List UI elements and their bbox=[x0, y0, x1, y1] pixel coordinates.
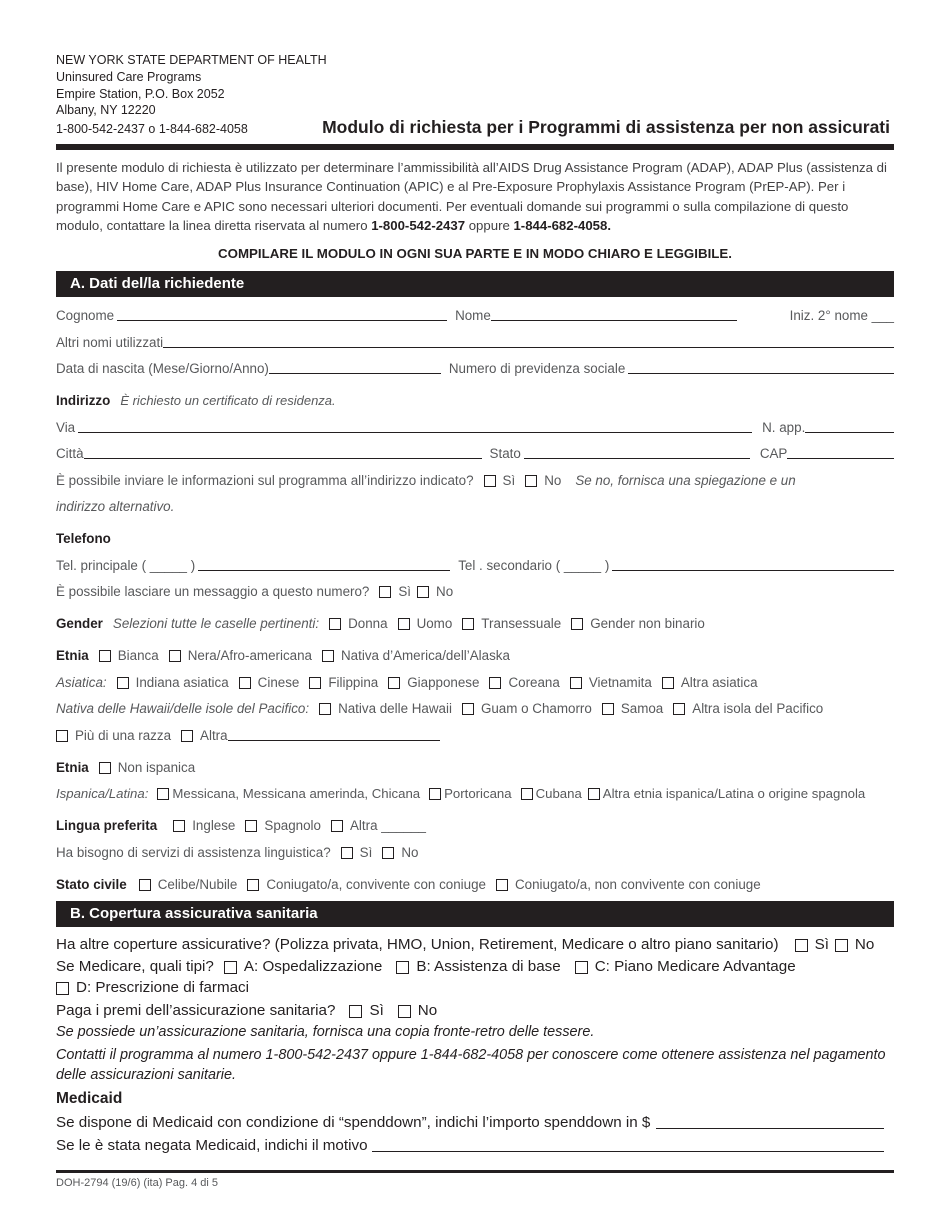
medicare-b-checkbox[interactable] bbox=[396, 961, 409, 974]
medicaid-heading: Medicaid bbox=[56, 1089, 123, 1107]
etnia-nativa-america-checkbox[interactable] bbox=[322, 650, 334, 662]
tel-secondario-field[interactable] bbox=[612, 556, 894, 571]
lingua-altra-checkbox[interactable] bbox=[331, 820, 343, 832]
indirizzo-note: È richiesto un certificato di residenza. bbox=[120, 393, 336, 409]
stato-label: Stato bbox=[489, 446, 521, 462]
invio-note: Se no, fornisca una spiegazione e un bbox=[575, 472, 796, 488]
ispanica-messicana-label: Messicana, Messicana amerinda, Chicana bbox=[172, 786, 421, 802]
asiatica-indiana-label: Indiana asiatica bbox=[135, 674, 229, 690]
assistenza-si-checkbox[interactable] bbox=[341, 847, 353, 859]
header-divider bbox=[56, 144, 894, 150]
piu-razze-checkbox[interactable] bbox=[56, 730, 68, 742]
cap-label: CAP bbox=[759, 446, 788, 462]
ispanica-portoricana-checkbox[interactable] bbox=[429, 788, 441, 800]
section-b-header: B. Copertura assicurativa sanitaria bbox=[56, 901, 894, 927]
asiatica-coreana-checkbox[interactable] bbox=[489, 677, 501, 689]
altre-si-label: Sì bbox=[814, 935, 829, 953]
gender-label: Gender bbox=[56, 616, 103, 632]
altre-coperture-question: Ha altre coperture assicurative? (Polizza privata, HMO, Union, Retirement, Medicare o altro piano sanitario) bbox=[56, 935, 779, 953]
etnia-ispanica-label: Etnia bbox=[56, 759, 89, 775]
lingua-label: Lingua preferita bbox=[56, 818, 158, 834]
ispanica-altra-checkbox[interactable] bbox=[588, 788, 600, 800]
form-page bbox=[56, 52, 894, 1154]
asiatica-giapponese-checkbox[interactable] bbox=[388, 677, 400, 689]
section-a-header: A. Dati del/la richiedente bbox=[56, 271, 894, 297]
altra-razza-checkbox[interactable] bbox=[181, 730, 193, 742]
header-phones: 1-800-542-2437 o 1-844-682-4058 bbox=[56, 122, 248, 137]
nome-field[interactable] bbox=[491, 306, 737, 321]
assistenza-si-label: Sì bbox=[359, 844, 373, 860]
civile-convivente-checkbox[interactable] bbox=[247, 879, 259, 891]
premi-no-label: No bbox=[417, 1001, 438, 1019]
ispanica-altra-label: Altra etnia ispanica/Latina o origine spagnola bbox=[602, 786, 866, 802]
asiatica-indiana-checkbox[interactable] bbox=[117, 677, 129, 689]
etnia-nativa-america-label: Nativa d’America/dell’Alaska bbox=[341, 648, 510, 664]
pacifico-hawaii-checkbox[interactable] bbox=[319, 703, 331, 715]
fill-notice: COMPILARE IL MODULO IN OGNI SUA PARTE E IN MODO CHIARO E LEGGIBILE. bbox=[218, 245, 732, 261]
assistenza-linguistica-question: Ha bisogno di servizi di assistenza linguistica? bbox=[56, 844, 331, 860]
spenddown-label: Se dispone di Medicaid con condizione di “spenddown”, indichi l’importo spenddown in $ bbox=[56, 1114, 651, 1132]
intro-phone-2: 1-844-682-4058. bbox=[513, 218, 611, 234]
medicaid-negata-label: Se le è stata negata Medicaid, indichi il motivo bbox=[56, 1136, 368, 1154]
piu-razze-label: Più di una razza bbox=[75, 727, 172, 743]
etnia-nera-label: Nera/Afro-americana bbox=[187, 648, 312, 664]
civile-non-convivente-label: Coniugato/a, non convivente con coniuge bbox=[514, 876, 761, 892]
tel-secondario-label: Tel . secondario ( _____ ) bbox=[458, 557, 610, 573]
nascita-field[interactable] bbox=[269, 359, 441, 374]
via-label: Via bbox=[56, 419, 76, 435]
citta-label: Città bbox=[56, 446, 84, 462]
cognome-field[interactable] bbox=[117, 306, 447, 321]
civile-celibe-checkbox[interactable] bbox=[139, 879, 151, 891]
medicaid-negata-field[interactable] bbox=[372, 1137, 884, 1152]
pacifico-guam-label: Guam o Chamorro bbox=[480, 701, 592, 717]
etnia-bianca-label: Bianca bbox=[117, 648, 159, 664]
messaggio-question: È possibile lasciare un messaggio a questo numero? bbox=[56, 584, 370, 600]
ispanica-cubana-label: Cubana bbox=[535, 786, 582, 802]
stato-field[interactable] bbox=[524, 444, 750, 459]
header-block bbox=[56, 52, 894, 138]
cap-field[interactable] bbox=[787, 444, 894, 459]
pacifico-altra-label: Altra isola del Pacifico bbox=[692, 701, 824, 717]
nome-label: Nome bbox=[455, 308, 491, 324]
pacifico-altra-checkbox[interactable] bbox=[673, 703, 685, 715]
gender-transessuale-checkbox[interactable] bbox=[462, 618, 474, 630]
premi-si-checkbox[interactable] bbox=[349, 1005, 362, 1018]
invio-question: È possibile inviare le informazioni sul programma all’indirizzo indicato? bbox=[56, 472, 474, 488]
app-field[interactable] bbox=[805, 418, 894, 433]
messaggio-si-label: Sì bbox=[398, 584, 412, 600]
gender-uomo-checkbox[interactable] bbox=[398, 618, 410, 630]
assistenza-no-label: No bbox=[401, 844, 419, 860]
form-title: Modulo di richiesta per i Programmi di assistenza per non assicurati bbox=[322, 117, 890, 138]
agency-name: NEW YORK STATE DEPARTMENT OF HEALTH bbox=[56, 53, 327, 67]
ispanica-portoricana-label: Portoricana bbox=[444, 786, 512, 802]
tel-principale-label: Tel. principale ( _____ ) bbox=[56, 557, 196, 573]
lingua-inglese-checkbox[interactable] bbox=[173, 820, 185, 832]
asiatica-giapponese-label: Giapponese bbox=[407, 674, 480, 690]
asiatica-filippina-checkbox[interactable] bbox=[309, 677, 321, 689]
city-line: Albany, NY 12220 bbox=[56, 103, 156, 118]
spenddown-field[interactable] bbox=[656, 1114, 884, 1129]
telefono-label: Telefono bbox=[56, 531, 111, 547]
altra-razza-field[interactable] bbox=[228, 726, 440, 741]
asiatica-cinese-checkbox[interactable] bbox=[239, 677, 251, 689]
non-ispanica-label: Non ispanica bbox=[117, 759, 196, 775]
asiatica-vietnamita-label: Vietnamita bbox=[588, 674, 652, 690]
ssn-label: Numero di previdenza sociale bbox=[448, 361, 626, 377]
ispanica-messicana-checkbox[interactable] bbox=[157, 788, 169, 800]
assistenza-no-checkbox[interactable] bbox=[382, 847, 394, 859]
etnia-label: Etnia bbox=[56, 648, 89, 664]
via-field[interactable] bbox=[78, 418, 752, 433]
invio-note-cont: indirizzo alternativo. bbox=[56, 499, 175, 515]
messaggio-no-label: No bbox=[436, 584, 454, 600]
invio-no-label: No bbox=[544, 472, 562, 488]
gender-donna-checkbox[interactable] bbox=[329, 618, 341, 630]
medicare-c-label: C: Piano Medicare Advantage bbox=[594, 958, 796, 976]
invio-no-checkbox[interactable] bbox=[525, 475, 537, 487]
nascita-label: Data di nascita (Mese/Giorno/Anno) bbox=[56, 361, 269, 377]
gender-uomo-label: Uomo bbox=[416, 616, 453, 632]
messaggio-si-checkbox[interactable] bbox=[379, 586, 391, 598]
asiatica-coreana-label: Coreana bbox=[508, 674, 560, 690]
altre-no-checkbox[interactable] bbox=[835, 939, 848, 952]
medicare-b-label: B: Assistenza di base bbox=[416, 958, 561, 976]
gender-nonbinario-checkbox[interactable] bbox=[571, 618, 583, 630]
ispanica-label: Ispanica/Latina: bbox=[56, 786, 149, 802]
premi-no-checkbox[interactable] bbox=[398, 1005, 411, 1018]
pacifico-hawaii-label: Nativa delle Hawaii bbox=[338, 701, 452, 717]
asiatica-altra-checkbox[interactable] bbox=[662, 677, 674, 689]
gender-note: Selezioni tutte le caselle pertinenti: bbox=[112, 616, 320, 632]
copia-tessere-note: Se possiede un’assicurazione sanitaria, fornisca una copia fronte-retro delle tessere. bbox=[56, 1023, 595, 1040]
middle-initial-field[interactable]: Iniz. 2° nome ___ bbox=[789, 308, 894, 324]
civile-celibe-label: Celibe/Nubile bbox=[157, 876, 238, 892]
altri-nomi-field[interactable] bbox=[163, 333, 894, 348]
ssn-field[interactable] bbox=[628, 359, 894, 374]
altri-nomi-label: Altri nomi utilizzati bbox=[56, 334, 164, 350]
asiatica-vietnamita-checkbox[interactable] bbox=[570, 677, 582, 689]
asiatica-altra-label: Altra asiatica bbox=[680, 674, 758, 690]
pacifico-samoa-label: Samoa bbox=[620, 701, 664, 717]
program-name: Uninsured Care Programs bbox=[56, 69, 202, 84]
app-label: N. app. bbox=[762, 419, 806, 435]
footer-divider bbox=[56, 1170, 894, 1173]
medicare-a-checkbox[interactable] bbox=[224, 961, 237, 974]
stato-civile-label: Stato civile bbox=[56, 876, 127, 892]
pacifico-samoa-checkbox[interactable] bbox=[602, 703, 614, 715]
altra-razza-label: Altra bbox=[200, 727, 228, 743]
pacifico-guam-checkbox[interactable] bbox=[462, 703, 474, 715]
contatti-note: Contatti il programma al numero 1-800-542-2437 oppure 1-844-682-4058 per conoscere come ottenere assistenza nel pagamento delle assicurazioni sanitarie. bbox=[56, 1046, 886, 1083]
medicare-d-label: D: Prescrizione di farmaci bbox=[76, 979, 250, 997]
indirizzo-label: Indirizzo bbox=[56, 393, 111, 409]
lingua-altra-label[interactable]: Altra ______ bbox=[349, 818, 426, 834]
etnia-bianca-checkbox[interactable] bbox=[99, 650, 111, 662]
medicare-question: Se Medicare, quali tipi? bbox=[56, 958, 214, 976]
medicare-d-checkbox[interactable] bbox=[56, 982, 69, 995]
altre-no-label: No bbox=[854, 935, 875, 953]
premi-question: Paga i premi dell’assicurazione sanitaria? bbox=[56, 1001, 336, 1019]
civile-non-convivente-checkbox[interactable] bbox=[496, 879, 508, 891]
asiatica-label: Asiatica: bbox=[56, 674, 107, 690]
tel-principale-field[interactable] bbox=[198, 556, 450, 571]
medicare-a-label: A: Ospedalizzazione bbox=[243, 958, 383, 976]
citta-field[interactable] bbox=[84, 444, 482, 459]
footer-form-id: DOH-2794 (19/6) (ita) Pag. 4 di 5 bbox=[56, 1177, 219, 1189]
lingua-inglese-label: Inglese bbox=[192, 818, 236, 834]
altre-si-checkbox[interactable] bbox=[795, 939, 808, 952]
lingua-spagnolo-checkbox[interactable] bbox=[245, 820, 257, 832]
intro-paragraph: Il presente modulo di richiesta è utilizzato per determinare l’ammissibilità all’AIDS Drug Assistance Program (ADAP), ADAP Plus (assistenza di base), HIV Home Care, ADAP Plus Insurance Continuation (APIC) e al Pre-Exposure Prophylaxis Assistance Program (PrEP-AP). Per i programmi Home Care e APIC sono necessari ulteriori documenti. Per eventuali domande sui programmi o sulla compilazione di questo modulo, contattare la linea diretta riservata al numero 1-800-542-2437 oppure 1-844-682-4058. bbox=[56, 159, 887, 234]
gender-donna-label: Donna bbox=[348, 616, 388, 632]
invio-si-checkbox[interactable] bbox=[484, 475, 496, 487]
civile-convivente-label: Coniugato/a, convivente con coniuge bbox=[266, 876, 486, 892]
premi-si-label: Sì bbox=[369, 1001, 384, 1019]
medicare-c-checkbox[interactable] bbox=[575, 961, 588, 974]
lingua-spagnolo-label: Spagnolo bbox=[264, 818, 321, 834]
pacifico-label: Nativa delle Hawaii/delle isole del Pacifico: bbox=[56, 701, 310, 717]
po-box: Empire Station, P.O. Box 2052 bbox=[56, 86, 225, 101]
asiatica-cinese-label: Cinese bbox=[257, 674, 300, 690]
gender-transessuale-label: Transessuale bbox=[481, 616, 562, 632]
ispanica-cubana-checkbox[interactable] bbox=[521, 788, 533, 800]
intro-phone-1: 1-800-542-2437 bbox=[371, 218, 466, 234]
messaggio-no-checkbox[interactable] bbox=[417, 586, 429, 598]
gender-nonbinario-label: Gender non binario bbox=[590, 616, 705, 632]
invio-si-label: Sì bbox=[502, 472, 516, 488]
cognome-label: Cognome bbox=[56, 308, 115, 324]
etnia-nera-checkbox[interactable] bbox=[169, 650, 181, 662]
asiatica-filippina-label: Filippina bbox=[328, 674, 379, 690]
non-ispanica-checkbox[interactable] bbox=[99, 762, 111, 774]
